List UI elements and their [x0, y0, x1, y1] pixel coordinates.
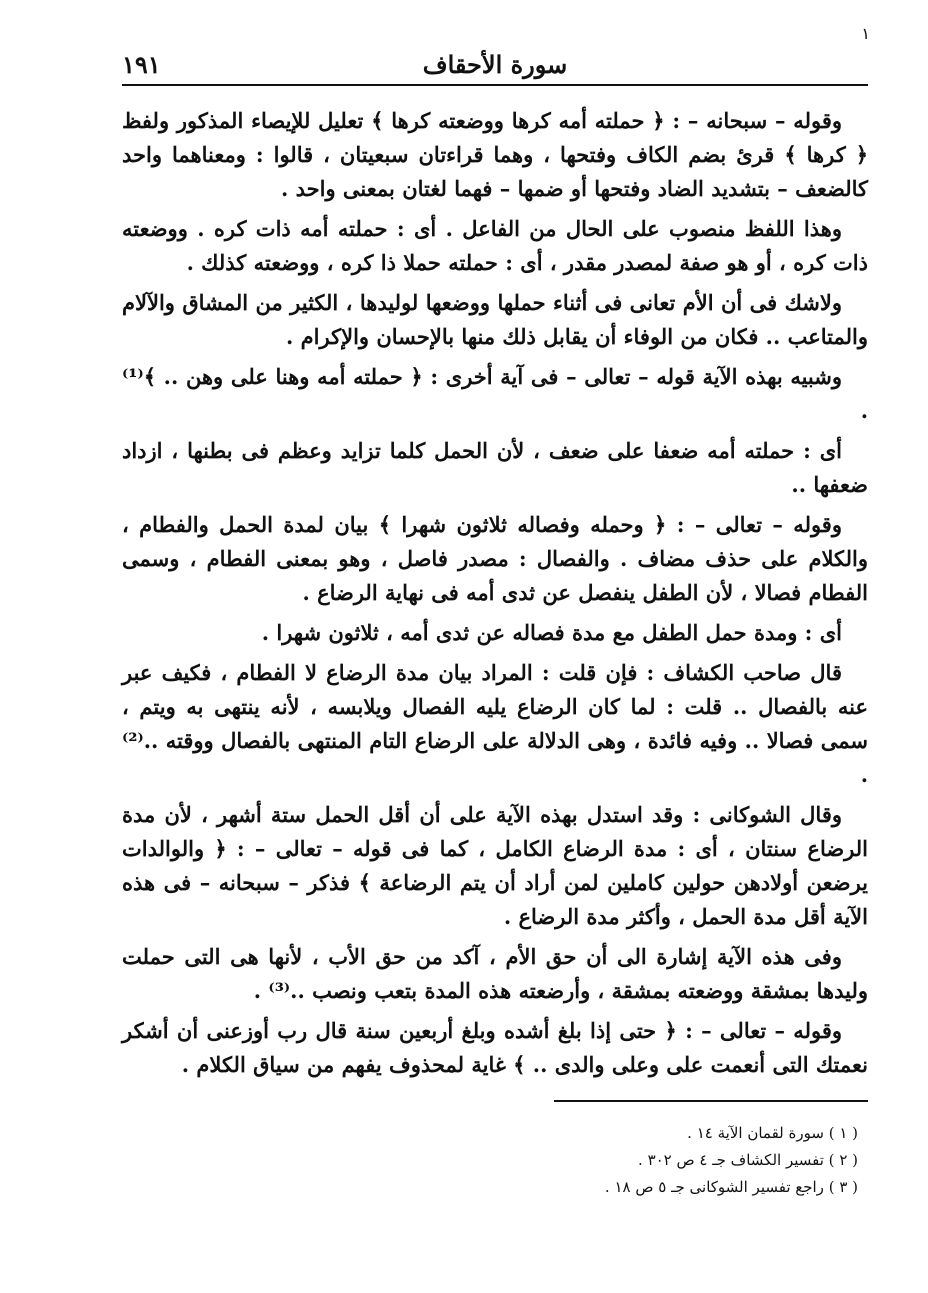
footnotes: [498, 1120, 858, 1201]
page-header: [122, 44, 868, 86]
footnote-divider: [554, 1100, 868, 1102]
paragraph: قال صاحب الكشاف : فإن قلت : المراد بيان مدة الرضاع لا الفطام ، فكيف عبر عنه بالفصال .. قلت : لما كان الرضاع يليه الفصال ويلابسه ، لأنه ينتهى به ويتم ، سمى فصالا .. وفيه فائدة ، وهى الدلالة على الرضاع التام المنتهى بالفصال ووقته ..⁽²⁾ .: [122, 660, 868, 787]
footnote: ( ١ ) سورة لقمان الآية ١٤ .: [687, 1124, 858, 1142]
corner-mark: ١: [861, 24, 870, 43]
paragraph: وهذا اللفظ منصوب على الحال من الفاعل . أى : حملته أمه ذات كره . ووضعته ذات كره ، أو هو صفة لمصدر مقدر ، أى : حملته حملا ذا كره ، ووضعته كذلك .: [122, 216, 868, 275]
paragraph: أى : حملته أمه ضعفا على ضعف ، لأن الحمل كلما تزايد وعظم فى بطنها ، ازداد ضعفها ..: [122, 438, 868, 497]
paragraph: وقوله – سبحانه – : ﴿ حملته أمه كرها ووضعته كرها ﴾ تعليل للإيصاء المذكور ولفظ ﴿ كرها ﴾ قرئ بضم الكاف وفتحها ، وهما قراءتان سبعيتان ، قالوا : ومعناهما واحد كالضعف – بتشديد الضاد وفتحها أو ضمها – فهما لغتان بمعنى واحد .: [122, 108, 868, 201]
footnote: ( ٣ ) راجع تفسير الشوكانى جـ ٥ ص ١٨ .: [604, 1178, 858, 1196]
paragraph: وقال الشوكانى : وقد استدل بهذه الآية على أن أقل الحمل ستة أشهر ، لأن مدة الرضاع سنتان ، أى : مدة الرضاع الكامل ، كما فى قوله – تعالى – : ﴿ والوالدات يرضعن أولادهن حولين كاملين لمن أراد أن يتم الرضاعة ﴾ فذكر – سبحانه – فى هذه الآية أقل مدة الحمل ، وأكثر مدة الرضاع .: [122, 802, 868, 929]
page-number: ١٩١: [122, 50, 161, 79]
page-body: [122, 104, 868, 1088]
paragraph: أى : ومدة حمل الطفل مع مدة فصاله عن ثدى أمه ، ثلاثون شهرا .: [261, 620, 842, 645]
paragraph: وفى هذه الآية إشارة الى أن حق الأم ، آكد من حق الأب ، لأنها هى التى حملت وليدها بمشقة ووضعته بمشقة ، وأرضعته هذه المدة بتعب ونصب ..⁽³⁾ .: [122, 944, 868, 1003]
paragraph: وشبيه بهذه الآية قوله – تعالى – فى آية أخرى : ﴿ حملته أمه وهنا على وهن .. ﴾⁽¹⁾ .: [122, 364, 868, 423]
footnote: ( ٢ ) تفسير الكشاف جـ ٤ ص ٣٠٢ .: [638, 1151, 858, 1169]
surah-title: سورة الأحقاف: [422, 50, 568, 79]
paragraph: ولاشك فى أن الأم تعانى فى أثناء حملها ووضعها لوليدها ، الكثير من المشاق والآلام والمتاعب .. فكان من الوفاء أن يقابل ذلك منها بالإحسان والإكرام .: [122, 290, 868, 349]
paragraph: وقوله – تعالى – : ﴿ حتى إذا بلغ أشده وبلغ أربعين سنة قال رب أوزعنى أن أشكر نعمتك التى أنعمت على وعلى والدى .. ﴾ غاية لمحذوف يفهم من سياق الكلام .: [122, 1018, 868, 1077]
paragraph: وقوله – تعالى – : ﴿ وحمله وفصاله ثلاثون شهرا ﴾ بيان لمدة الحمل والفطام ، والكلام على حذف مضاف . والفصال : مصدر فاصل ، وهو بمعنى الفطام ، وسمى الفطام فصالا ، لأن الطفل ينفصل عن ثدى أمه فى نهاية الرضاع .: [122, 512, 868, 605]
